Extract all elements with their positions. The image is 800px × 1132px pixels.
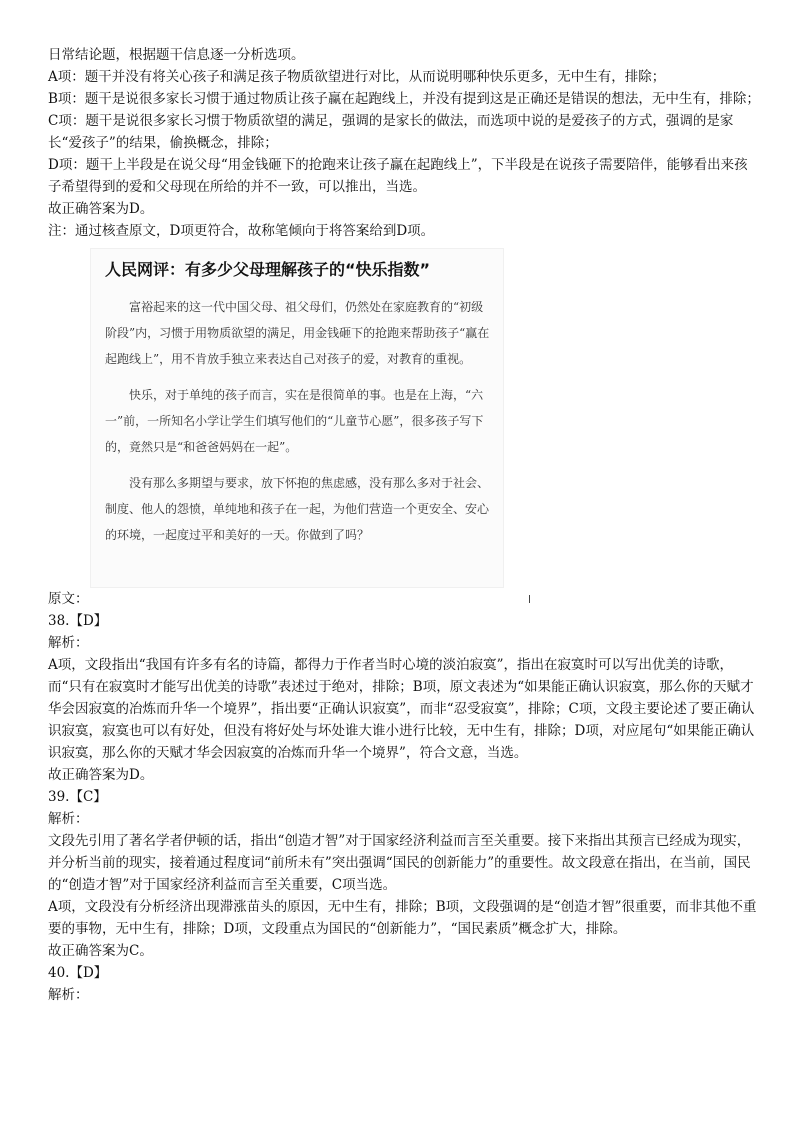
q40-number: 40.【D】	[48, 965, 108, 981]
q38-analysis-body: A项，文段指出“我国有许多有名的诗篇，都得力于作者当时心境的淡泊寂寞”，指出在寂寞时可以写出优美的诗歌，而“只有在寂寞时才能写出优美的诗歌”表述过于绝对，排除；B项，原文表述为“如果能正确认识寂寞，那么你的天赋才华会因寂寞的冶炼而升华一个境界”，指出要“正确认识寂寞”，而非“忍受寂寞”，排除；C项，文段主要论述了要正确认识寂寞，寂寞也可以有好处，但没有将好处与坏处谁大谁小进行比较，无中生有，排除；D项，对应尾句“如果能正确认识寂寞，那么你的天赋才华会因寂寞的冶炼而升华一个境界”，符合文意，当选。	[48, 657, 755, 761]
excerpt-paragraph: 快乐，对于单纯的孩子而言，实在是很简单的事。也是在上海，“六一”前，一所知名小学让学生们填写他们的“儿童节心愿”，很多孩子写下的，竟然只是“和爸爸妈妈在一起”。	[105, 388, 484, 454]
q38-analysis-label: 解析：	[48, 635, 89, 651]
answer-line: 故正确答案为D。	[48, 201, 154, 217]
original-label: 原文：	[48, 591, 89, 607]
option-d-analysis: D项：题干上半段是在说父母“用金钱砸下的抢跑来让孩子赢在起跑线上”，下半段是在说孩子需要陪伴，能够看出来孩子希望得到的爱和父母现在所给的并不一致，可以推出，当选。	[48, 157, 748, 195]
excerpt-title: 人民网评：有多少父母理解孩子的“快乐指数”	[105, 260, 431, 279]
note-line: 注：通过核查原文，D项更符合，故称笔倾向于将答案给到D项。	[48, 223, 435, 239]
original-row	[48, 588, 760, 610]
q39-analysis-body: 文段先引用了著名学者伊顿的话，指出“创造才智”对于国家经济利益而言至关重要。接下来指出其预言已经成为现实，并分析当前的现实，接着通过程度词“前所未有”突出强调“国民的创新能力”的重要性。故文段意在指出，在当前，国民的“创造才智”对于国家经济利益而言至关重要，C项当选。	[48, 833, 751, 893]
option-a-analysis: A项：题干并没有将关心孩子和满足孩子物质欲望进行对比，从而说明哪种快乐更多，无中生有，排除；	[48, 69, 666, 85]
q39-number: 39.【C】	[48, 789, 107, 805]
intro-line: 日常结论题，根据题干信息逐一分析选项。	[48, 47, 305, 63]
option-c-analysis: C项：题干是说很多家长习惯于物质欲望的满足，强调的是家长的做法，而选项中说的是爱孩子的方式，强调的是家长“爱孩子”的结果，偷换概念，排除；	[48, 113, 734, 151]
option-b-analysis: B项：题干是说很多家长习惯于通过物质让孩子赢在起跑线上，并没有提到这是正确还是错误的想法，无中生有，排除；	[48, 91, 760, 107]
q38-answer: 故正确答案为D。	[48, 767, 154, 783]
q39-analysis-label: 解析：	[48, 811, 89, 827]
excerpt-paragraph: 没有那么多期望与要求，放下怀抱的焦虑感，没有那么多对于社会、制度、他人的怨愤，单纯地和孩子在一起，为他们营造一个更安全、安心的环境，一起度过平和美好的一天。你做到了吗？	[105, 476, 490, 542]
q39-option-analysis: A项，文段没有分析经济出现滞涨苗头的原因，无中生有，排除；B项，文段强调的是“创造才智”很重要，而非其他不重要的事物，无中生有，排除；D项，文段重点为国民的“创新能力”，“国民素质”概念扩大，排除。	[48, 899, 757, 937]
document-page	[48, 44, 760, 1006]
q40-analysis-label: 解析：	[48, 987, 89, 1003]
text-cursor-mark	[529, 595, 530, 603]
q38-number: 38.【D】	[48, 613, 108, 629]
excerpt-paragraph: 富裕起来的这一代中国父母、祖父母们，仍然处在家庭教育的“初级阶段”内，习惯于用物质欲望的满足，用金钱砸下的抢跑来帮助孩子“赢在起跑线上”，用不肯放手独立来表达自己对孩子的爱，对教育的重视。	[105, 300, 490, 366]
source-excerpt-image	[90, 248, 504, 588]
q39-answer: 故正确答案为C。	[48, 943, 153, 959]
